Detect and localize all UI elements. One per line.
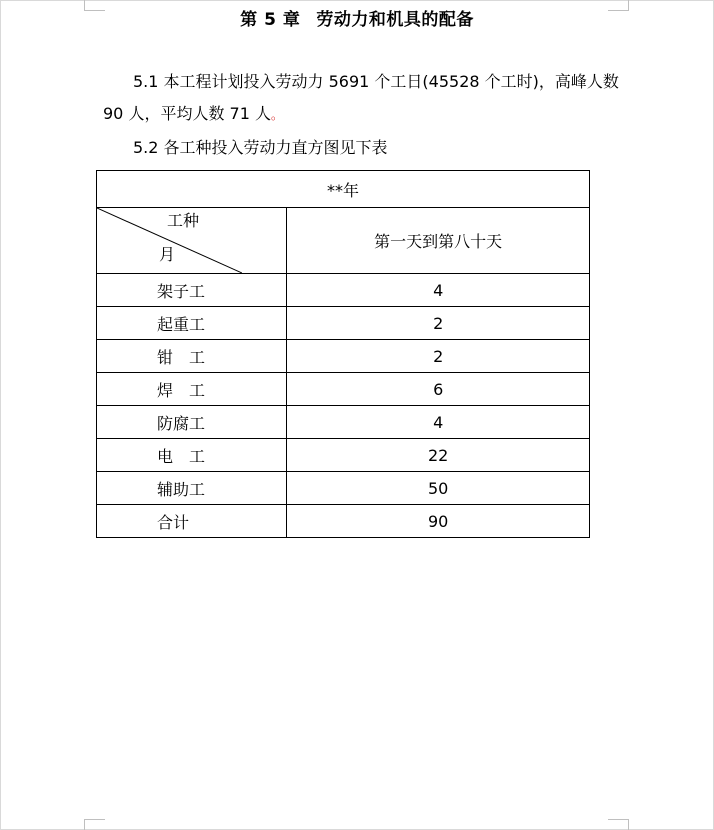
table-row bbox=[97, 274, 590, 307]
diagonal-header-cell bbox=[97, 208, 287, 274]
trade-cell: 辅助工 bbox=[97, 472, 287, 505]
count-cell: 2 bbox=[287, 307, 590, 340]
total-label-cell: 合计 bbox=[97, 505, 287, 538]
paragraph-labor-plan bbox=[103, 66, 633, 131]
month-header-label: 月 bbox=[159, 245, 176, 264]
margin-mark-bottom-right bbox=[608, 819, 629, 830]
table-row bbox=[97, 307, 590, 340]
count-cell: 4 bbox=[287, 406, 590, 439]
period-header-cell: 第一天到第八十天 bbox=[287, 208, 590, 274]
trade-cell: 架子工 bbox=[97, 274, 287, 307]
year-header-cell: **年 bbox=[97, 171, 590, 208]
trade-cell: 焊 工 bbox=[97, 373, 287, 406]
paragraph-labor-plan-text: 5.1 本工程计划投入劳动力 5691 个工日(45528 个工时)，高峰人数 90 人，平均人数 71 人 bbox=[103, 72, 619, 123]
table-row bbox=[97, 373, 590, 406]
count-cell: 2 bbox=[287, 340, 590, 373]
count-cell: 4 bbox=[287, 274, 590, 307]
count-cell: 6 bbox=[287, 373, 590, 406]
margin-mark-bottom-left bbox=[84, 819, 105, 830]
trade-cell: 起重工 bbox=[97, 307, 287, 340]
paragraph-histogram-intro: 5.2 各工种投入劳动力直方图见下表 bbox=[133, 138, 388, 157]
chapter-heading bbox=[0, 5, 714, 30]
trade-cell: 钳 工 bbox=[97, 340, 287, 373]
table-year-row bbox=[97, 171, 590, 208]
table-header-row bbox=[97, 208, 590, 274]
table-row bbox=[97, 472, 590, 505]
table-row bbox=[97, 340, 590, 373]
labor-table bbox=[96, 170, 590, 538]
table-row bbox=[97, 505, 590, 538]
trade-cell: 防腐工 bbox=[97, 406, 287, 439]
table-row bbox=[97, 406, 590, 439]
chapter-number: 第 5 章 bbox=[240, 10, 301, 30]
table-row bbox=[97, 439, 590, 472]
count-cell: 22 bbox=[287, 439, 590, 472]
paragraph-end-mark: 。 bbox=[270, 108, 283, 122]
count-cell: 50 bbox=[287, 472, 590, 505]
total-count-cell: 90 bbox=[287, 505, 590, 538]
chapter-title: 劳动力和机具的配备 bbox=[316, 10, 474, 30]
trade-cell: 电 工 bbox=[97, 439, 287, 472]
trade-header-label: 工种 bbox=[167, 211, 200, 230]
